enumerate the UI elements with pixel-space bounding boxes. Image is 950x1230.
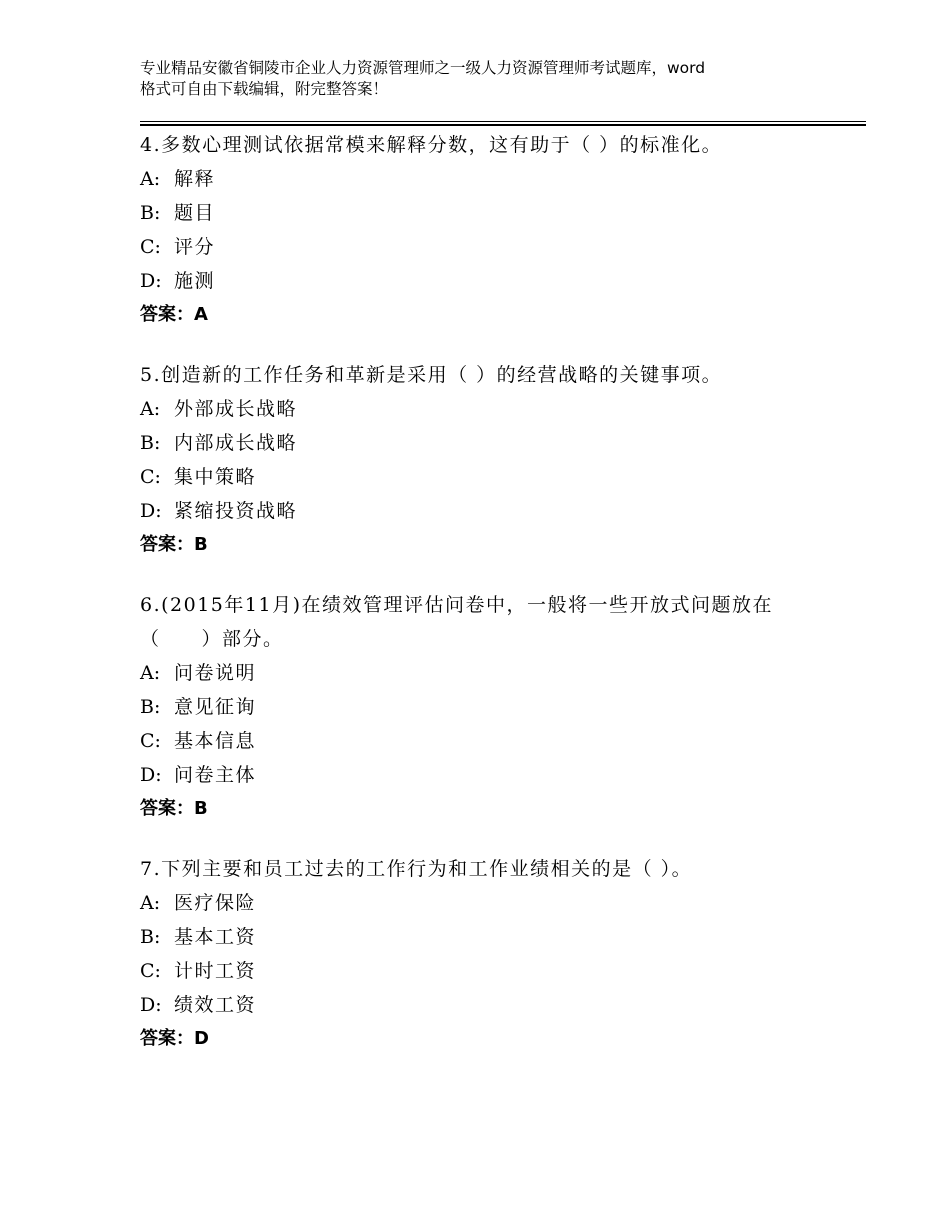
- option-a: [140, 886, 830, 920]
- option-text: 医疗保险: [174, 892, 257, 914]
- option-letter: D:: [140, 994, 162, 1016]
- option-text: 基本信息: [174, 730, 257, 752]
- option-letter: B:: [140, 432, 161, 454]
- option-d: [140, 758, 830, 792]
- question-text: 4.多数心理测试依据常模来解释分数，这有助于（ ）的标准化。: [140, 134, 723, 156]
- option-text: 计时工资: [174, 960, 257, 982]
- header-divider-thin: [140, 121, 866, 122]
- option-letter: A:: [140, 662, 161, 684]
- header-divider-thick: [140, 124, 866, 126]
- header-line-1: 专业精品安徽省铜陵市企业人力资源管理师之一级人力资源管理师考试题库，word: [140, 59, 706, 77]
- answer-label: 答案：B: [140, 798, 208, 819]
- option-text: 施测: [174, 270, 216, 292]
- option-c: [140, 954, 830, 988]
- question-5: [140, 358, 830, 562]
- question-text: 7.下列主要和员工过去的工作行为和工作业绩相关的是（ ）。: [140, 858, 693, 880]
- document-header: [140, 58, 840, 100]
- option-letter: C:: [140, 730, 161, 752]
- answer-label: 答案：D: [140, 1028, 209, 1049]
- option-letter: A:: [140, 892, 161, 914]
- option-letter: A:: [140, 168, 161, 190]
- option-a: [140, 162, 830, 196]
- question-text: 6.(2015年11月)在绩效管理评估问卷中，一般将一些开放式问题放在: [140, 594, 773, 616]
- option-text: 基本工资: [174, 926, 257, 948]
- option-text: 意见征询: [174, 696, 257, 718]
- option-letter: D:: [140, 500, 162, 522]
- option-text: 评分: [174, 236, 216, 258]
- option-letter: C:: [140, 236, 161, 258]
- option-a: [140, 392, 830, 426]
- option-b: [140, 196, 830, 230]
- answer-label: 答案：B: [140, 534, 208, 555]
- option-letter: C:: [140, 466, 161, 488]
- option-letter: B:: [140, 202, 161, 224]
- question-6: [140, 588, 830, 826]
- option-letter: C:: [140, 960, 161, 982]
- option-c: [140, 460, 830, 494]
- option-a: [140, 656, 830, 690]
- option-letter: A:: [140, 398, 161, 420]
- option-text: 内部成长战略: [174, 432, 298, 454]
- option-text: 问卷说明: [174, 662, 257, 684]
- option-b: [140, 690, 830, 724]
- option-letter: D:: [140, 764, 162, 786]
- option-d: [140, 494, 830, 528]
- option-text: 外部成长战略: [174, 398, 298, 420]
- header-line-2: 格式可自由下载编辑，附完整答案！: [140, 80, 389, 98]
- option-letter: D:: [140, 270, 162, 292]
- question-list: [140, 128, 830, 1082]
- option-text: 紧缩投资战略: [174, 500, 298, 522]
- option-b: [140, 920, 830, 954]
- option-c: [140, 724, 830, 758]
- answer-label: 答案：A: [140, 304, 208, 325]
- option-text: 解释: [174, 168, 216, 190]
- question-4: [140, 128, 830, 332]
- question-text: 5.创造新的工作任务和革新是采用（ ）的经营战略的关键事项。: [140, 364, 723, 386]
- question-7: [140, 852, 830, 1056]
- question-text-continued: （ ）部分。: [140, 628, 284, 650]
- option-letter: B:: [140, 926, 161, 948]
- option-b: [140, 426, 830, 460]
- option-text: 问卷主体: [174, 764, 257, 786]
- option-c: [140, 230, 830, 264]
- option-text: 题目: [174, 202, 216, 224]
- option-text: 绩效工资: [174, 994, 257, 1016]
- option-d: [140, 264, 830, 298]
- option-text: 集中策略: [174, 466, 257, 488]
- option-letter: B:: [140, 696, 161, 718]
- option-d: [140, 988, 830, 1022]
